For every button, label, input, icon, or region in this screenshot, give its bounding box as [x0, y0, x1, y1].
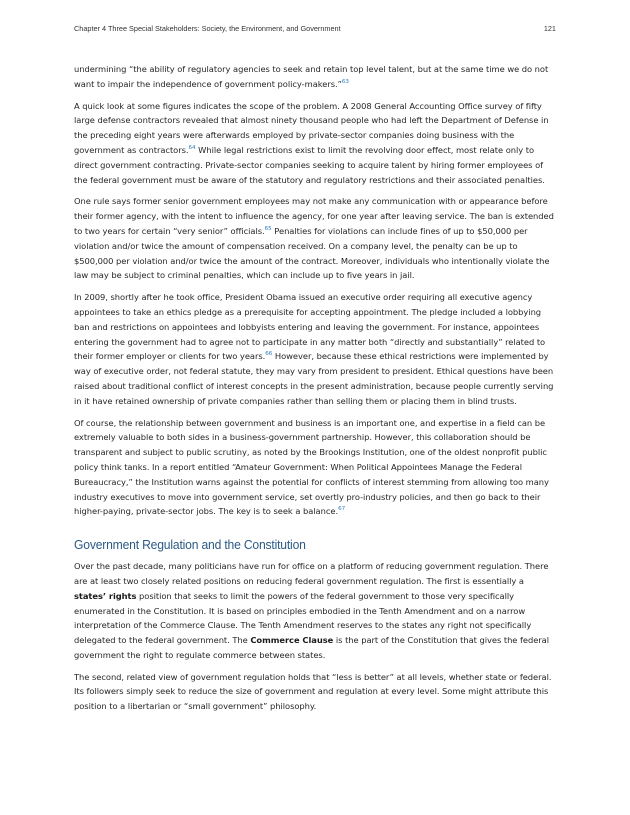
page-number: 121 [543, 24, 556, 33]
paragraph-text: Of course, the relationship between government and business is an important one, and expertise in a field can be extremely valuable to both sides in a business-government partnership. However, this collaboration should be transparent and subject to public scrutiny, as noted by the Brookings Institution, one of the oldest nonprofit public policy think tanks. In a report entitled “Amateur Government: When Political Appointees Manage the Federal Bureaucracy,” the Institution warns against the potential for conflicts of interest stemming from allowing too many industry executives to move into government service, set overtly pro-industry policies, and then go back to their higher-paying, private-sector jobs. The key is to seek a balance. [74, 417, 549, 517]
paragraph-3 [74, 194, 556, 283]
page-body [74, 62, 556, 721]
paragraph-text: is the part of the Constitution that gives the federal government the right to regulate commerce between states. [74, 635, 550, 660]
key-term-commerce-clause: Commerce Clause [250, 635, 334, 646]
paragraph-text: In 2009, shortly after he took office, President Obama issued an executive order requiring all executive agency appointees to take an ethics pledge as a prerequisite for accepting appointment. The pledge included a lobbying ban and restrictions on appointees and lobbyists entering and leaving the government. For instance, appointees entering the government had to agree not to participate in any matter both “directly and substantially” related to their former employer or clients for two years. [74, 292, 546, 362]
paragraph-text: A quick look at some figures indicates the scope of the problem. A 2008 General Accounting Office survey of fifty large defense contractors revealed that almost ninety thousand people who had left the Department of Defense in the preceding eight years were afterwards employed by private-sector companies doing business with the government as contractors. [74, 100, 549, 155]
paragraph-text: While legal restrictions exist to limit the revolving door effect, most relate only to direct government contracting. Private-sector companies seeking to acquire talent by hiring former employees of the federal government must be aware of the statutory and regulatory restrictions and their associated penalties. [74, 144, 545, 185]
chapter-title: Chapter 4 Three Special Stakeholders: Society, the Environment, and Government [74, 24, 341, 33]
key-term-states-rights: states’ rights [74, 590, 137, 601]
paragraph-6 [74, 559, 556, 663]
paragraph-4 [74, 290, 556, 408]
paragraph-text: However, because these ethical restrictions were implemented by way of executive order, not federal statute, they may vary from president to president. Ethical questions have been raised about traditional conflict of interest concepts in the present administration, because people currently serving in it have retained ownership of private companies rather than selling them or placing them in blind trusts. [74, 351, 554, 406]
paragraph-text: Penalties for violations can include fines of up to $50,000 per violation and/or twice the amount of compensation received. On a company level, the penalty can be up to $500,000 per violation and/or twice the amount of the contract. Moreover, individuals who intentionally violate the law may be subject to criminal penalties, which can include up to five years in jail. [74, 225, 550, 281]
paragraph-1 [74, 62, 556, 92]
footnote-ref-63[interactable]: 63 [341, 78, 349, 85]
section-heading: Government Regulation and the Constitution [74, 537, 306, 553]
paragraph-text: Over the past decade, many politicians have run for office on a platform of reducing government regulation. There are at least two closely related positions on reducing federal government regulation. The first is essentially a [74, 561, 549, 586]
paragraph-text: One rule says former senior government employees may not make any communication with or appearance before their former agency, with the intent to influence the agency, for one year after leaving service. The ban is extended to two years for certain “very senior” officials. [74, 196, 554, 236]
paragraph-5 [74, 416, 556, 520]
paragraph-7 [74, 670, 556, 714]
paragraph-2 [74, 99, 556, 188]
paragraph-text: position that seeks to limit the powers of the federal government to those very specifically enumerated in the Constitution. It is based on principles embodied in the Tenth Amendment and on a narrow interpretation of the Commerce Clause. The Tenth Amendment reserves to the states any right not specifically delegated to the federal government. The [74, 590, 532, 646]
footnote-ref-64[interactable]: 64 [188, 144, 196, 151]
paragraph-text: undermining “the ability of regulatory agencies to seek and retain top level talent, but at the same time we do not want to impair the independence of government policy-makers.” [74, 64, 549, 89]
footnote-ref-65[interactable]: 65 [264, 225, 272, 232]
footnote-ref-66[interactable]: 66 [265, 351, 273, 358]
paragraph-text: The second, related view of government regulation holds that “less is better” at all levels, whether state or federal. Its followers simply seek to reduce the size of government and regulation at every level. Some might attribute this position to a libertarian or “small government” philosophy. [74, 671, 552, 712]
footnote-ref-67[interactable]: 67 [338, 506, 346, 513]
